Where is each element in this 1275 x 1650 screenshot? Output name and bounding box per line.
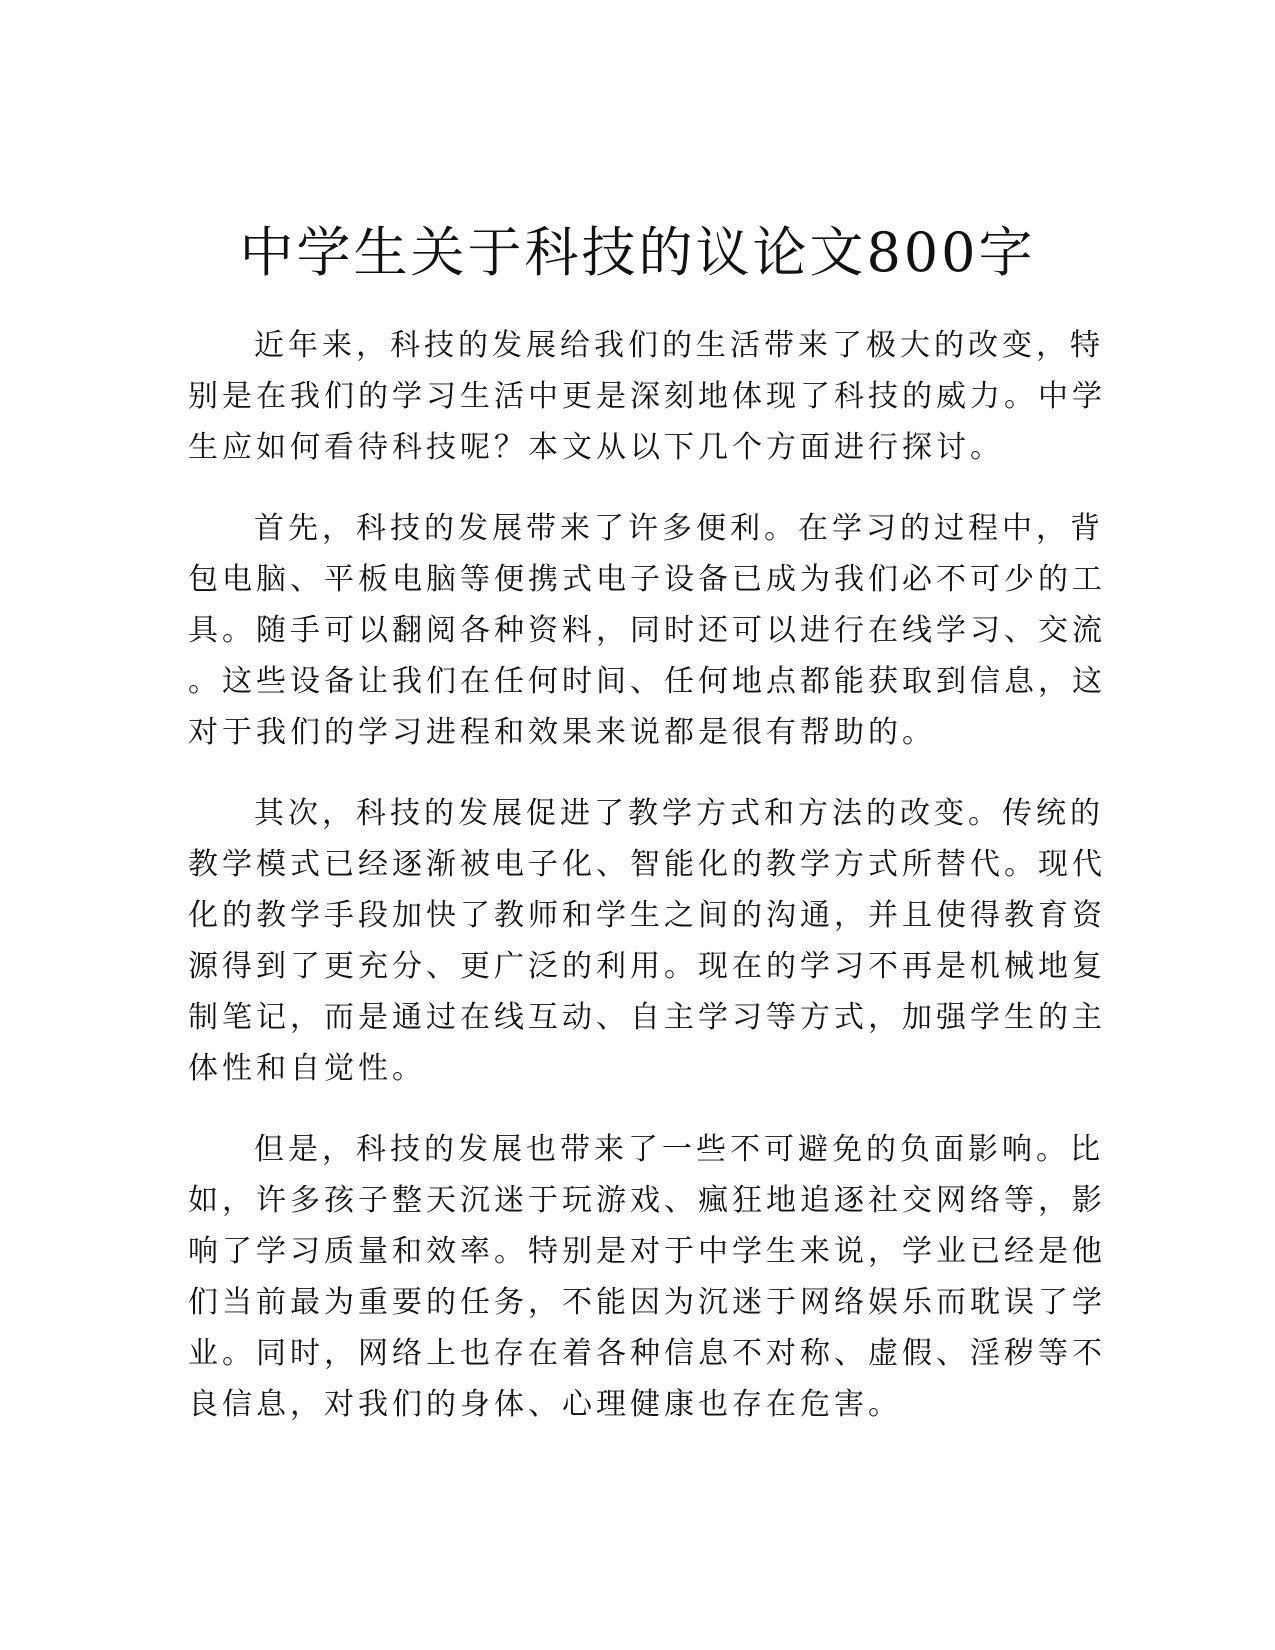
paragraph-line: 近年来，科技的发展给我们的生活带来了极大的改变，特 xyxy=(254,328,1104,363)
paragraph-line: 。这些设备让我们在任何时间、任何地点都能获取到信息，这 xyxy=(188,664,1106,699)
paragraph-line: 首先，科技的发展带来了许多便利。在学习的过程中，背 xyxy=(254,511,1104,546)
paragraph-line: 们当前最为重要的任务，不能因为沉迷于网络娱乐而耽误了学 xyxy=(188,1285,1106,1320)
paragraph-line: 教学模式已经逐渐被电子化、智能化的教学方式所替代。现代 xyxy=(188,847,1106,882)
paragraph-line: 具。随手可以翻阅各种资料，同时还可以进行在线学习、交流 xyxy=(188,613,1106,648)
paragraph-1 xyxy=(188,320,1106,473)
paragraph-line: 生应如何看待科技呢？本文从以下几个方面进行探讨。 xyxy=(188,430,1004,465)
paragraph-4 xyxy=(188,1124,1106,1430)
paragraph-line: 如，许多孩子整天沉迷于玩游戏、瘋狂地追逐社交网络等，影 xyxy=(188,1183,1106,1218)
paragraph-line: 其次，科技的发展促进了教学方式和方法的改变。传统的 xyxy=(254,796,1104,831)
paragraph-line: 制笔记，而是通过在线互动、自主学习等方式，加强学生的主 xyxy=(188,1000,1106,1035)
paragraph-3 xyxy=(188,788,1106,1094)
paragraph-line: 别是在我们的学习生活中更是深刻地体现了科技的威力。中学 xyxy=(188,379,1106,414)
paragraph-line: 体性和自觉性。 xyxy=(188,1051,426,1086)
paragraph-line: 对于我们的学习进程和效果来说都是很有帮助的。 xyxy=(188,715,936,750)
paragraph-line: 良信息，对我们的身体、心理健康也存在危害。 xyxy=(188,1387,902,1422)
document-body xyxy=(188,320,1106,1460)
paragraph-line: 响了学习质量和效率。特别是对于中学生来说，学业已经是他 xyxy=(188,1234,1106,1269)
paragraph-line: 源得到了更充分、更广泛的利用。现在的学习不再是机械地复 xyxy=(188,949,1106,984)
paragraph-line: 但是，科技的发展也带来了一些不可避免的负面影响。比 xyxy=(254,1132,1104,1167)
document-title: 中学生关于科技的议论文800字 xyxy=(239,221,1036,284)
paragraph-line: 化的教学手段加快了教师和学生之间的沟通，并且使得教育资 xyxy=(188,898,1106,933)
paragraph-line: 业。同时，网络上也存在着各种信息不对称、虚假、淫秽等不 xyxy=(188,1336,1106,1371)
paragraph-2 xyxy=(188,503,1106,758)
paragraph-line: 包电脑、平板电脑等便携式电子设备已成为我们必不可少的工 xyxy=(188,562,1106,597)
